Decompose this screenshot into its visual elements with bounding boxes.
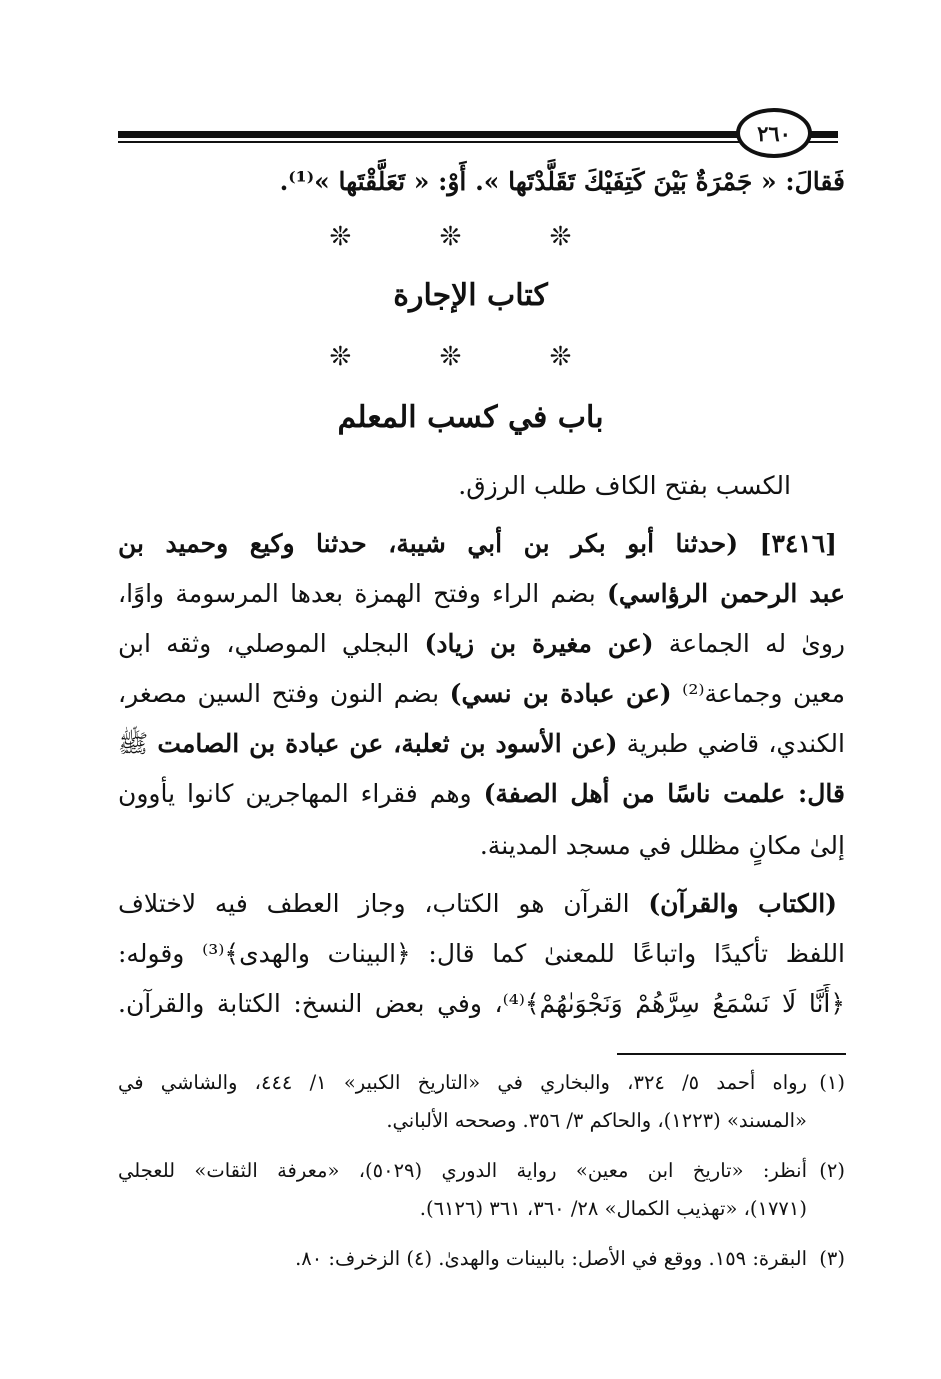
footnote-1-line-1: رواه أحمد ٥/ ٣٢٤، والبخاري في «التاريخ الكبير» ١/ ٤٤٤، والشاشي في [118, 1071, 807, 1094]
commentary-text: بضم الراء وفتح الهمزة بعدها المرسومة واوًا، [118, 579, 608, 608]
commentary-text: إلىٰ مكانٍ مظلل في مسجد المدينة. [479, 831, 845, 860]
narrator-name: (عن عبادة بن نسي) [449, 679, 672, 708]
body-line-8 [118, 884, 837, 924]
footnote-2-line-2: (١٧٧١)، «تهذيب الكمال» ٢٨/ ٣٦٠، ٣٦١ (٦١٢٦). [419, 1197, 807, 1220]
footnote-2-line-1: أنظر: «تاريخ ابن معين» رواية الدوري (٥٠٢٩)، «معرفة الثقات» للعجلي [118, 1159, 807, 1182]
hadith-text: (الكتاب والقرآن) [648, 889, 837, 918]
body-line-7 [118, 826, 845, 866]
body-line-9 [118, 934, 845, 974]
body-line-2 [118, 574, 845, 614]
page-number: ٢٦٠ [757, 120, 791, 146]
commentary-text: اللفظ تأكيدًا واتباعًا للمعنىٰ كما قال: ﴿البينات والهدى﴾⁽³⁾ وقوله: [118, 939, 845, 968]
definition-paragraph: الكسب بفتح الكاف طلب الرزق. [458, 471, 791, 500]
body-line-5 [118, 724, 845, 764]
header-rule [118, 131, 838, 138]
hadith-text: قال: علمت ناسًا من أهل الصفة) [483, 779, 845, 808]
honorific-glyph: ﷺ [118, 729, 158, 758]
section-separator: ❊ ❊ ❊ [329, 222, 612, 252]
commentary-text: معين وجماعة⁽²⁾ [671, 679, 845, 708]
page-number-badge [736, 108, 812, 158]
isnad-bold: [٣٤١٦] (حدثنا أبو بكر بن أبي شيبة، حدثنا وكيع وحميد بن [118, 529, 837, 558]
header-rule-thin [118, 141, 838, 143]
chapter-title: باب في كسب المعلم [337, 400, 604, 435]
section-separator: ❊ ❊ ❊ [329, 342, 612, 372]
commentary-text: الكندي، قاضي طبرية [617, 729, 845, 758]
body-line-4 [118, 674, 845, 714]
hadith-continuation-line: فَقالَ: « جَمْرَةٌ بَيْنَ كَتِفَيْكَ تَقَلَّدْتَها ». أَوْ: « تَعَلَّقْتَها »⁽¹⁾. [279, 167, 845, 196]
narrator-name: (عن مغيرة بن زياد) [424, 629, 654, 658]
book-title: كتاب الإجارة [393, 278, 548, 313]
commentary-text: بضم النون وفتح السين مصغر، [118, 679, 450, 708]
body-line-10 [118, 984, 845, 1024]
commentary-text: القرآن هو الكتاب، وجاز العطف فيه لاختلاف [118, 889, 649, 918]
footnote-number-3: (٣) [819, 1247, 845, 1270]
footnote-3-line-1: البقرة: ١٥٩. ووقع في الأصل: بالبينات والهدىٰ. (٤) الزخرف: ٨٠. [295, 1247, 807, 1270]
footnote-number-2: (٢) [819, 1159, 845, 1182]
footnote-divider [617, 1053, 846, 1055]
body-line-1 [118, 524, 837, 564]
footnote-1-line-2: «المسند» (١٢٢٣)، والحاكم ٣/ ٣٥٦. وصححه الألباني. [386, 1109, 807, 1132]
narrator-name: عبد الرحمن الرؤاسي) [607, 579, 845, 608]
commentary-text: وهم فقراء المهاجرين كانوا يأوون [118, 779, 484, 808]
commentary-text: روىٰ له الجماعة [653, 629, 845, 658]
commentary-text: البجلي الموصلي، وثقه ابن [118, 629, 425, 658]
commentary-text: ﴿أَنَّا لَا نَسْمَعُ سِرَّهُمْ وَنَجْوَىٰهُمْ﴾⁽⁴⁾، وفي بعض النسخ: الكتابة والقرآن. [118, 989, 845, 1018]
body-line-3 [118, 624, 845, 664]
body-line-6 [118, 774, 845, 814]
footnote-number-1: (١) [819, 1071, 845, 1094]
narrator-name: (عن الأسود بن ثعلبة، عن عبادة بن الصامت [157, 729, 618, 758]
